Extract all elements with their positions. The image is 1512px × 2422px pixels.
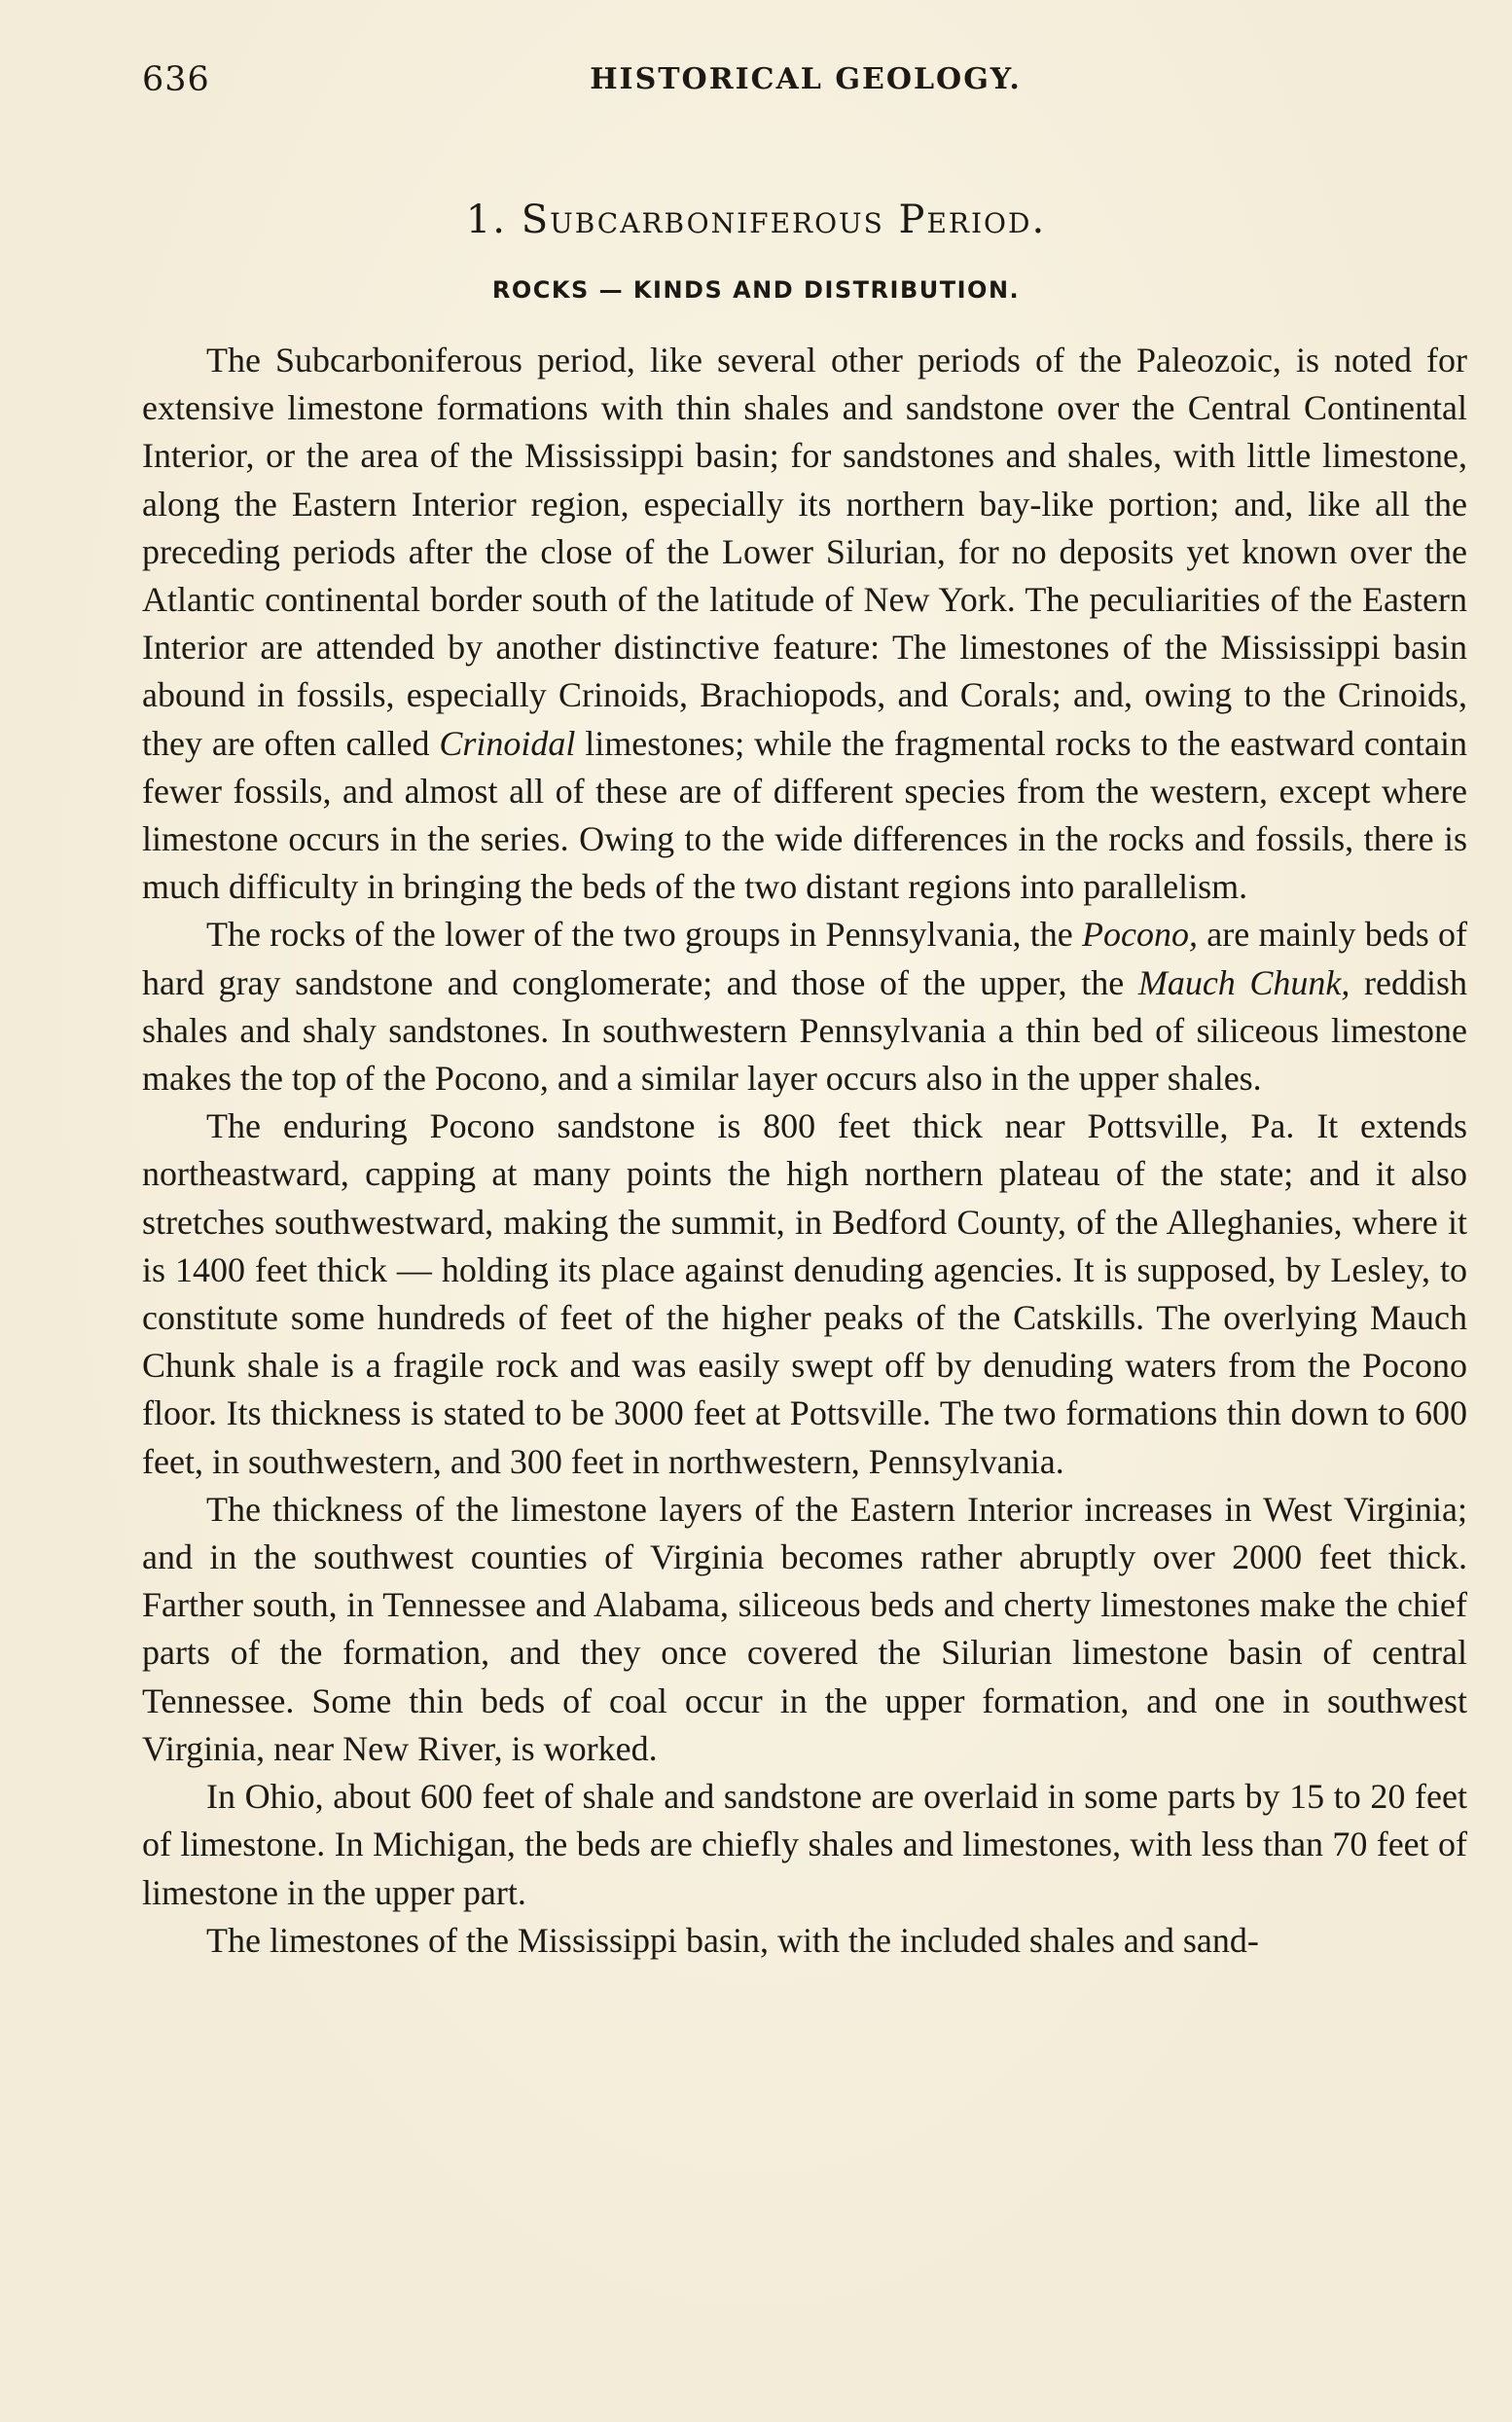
text-run: The limestones of the Mississippi basin, with the included shales and sand- <box>206 1920 1259 1960</box>
text-run: limestones; while the fragmental rocks to the eastward contain fewer fossils, and almost all of these are of different species from the western, except where limestone occurs in the series. Owing to the wide differences in the rocks and fossils, there is much difficulty in bringing the beds of the two distant regions into parallelism. <box>142 723 1467 907</box>
text-run: reddish shales and shaly sandstones. In southwestern Pennsylvania a thin bed of siliceous limestone makes the top of the Pocono, and a similar layer occurs also in the upper shales. <box>142 962 1467 1099</box>
paragraph <box>142 1486 1467 1773</box>
section-title: 1. Subcarboniferous Period. <box>465 198 1047 242</box>
running-title: HISTORICAL GEOLOGY. <box>590 62 1022 96</box>
paragraph <box>142 911 1467 1103</box>
paragraph <box>142 1917 1467 1965</box>
italic-term: Pocono, <box>1082 915 1199 955</box>
body-text <box>142 337 1467 1965</box>
page-number: 636 <box>142 60 210 99</box>
italic-term: Mauch Chunk, <box>1137 962 1350 1002</box>
running-header <box>134 60 1477 99</box>
text-run: The enduring Pocono sandstone is 800 feet thick near Pottsville, Pa. It extends northeastward, capping at many points the high northern plateau of the state; and it also stretches southwestward, making the summit, in Bedford County, of the Alleghanies, where it is 1400 feet thick — holding its place against denuding agencies. It is supposed, by Lesley, to constitute some hundreds of feet of the higher peaks of the Catskills. The overlying Mauch Chunk shale is a fragile rock and was easily swept off by denuding waters from the Pocono floor. Its thickness is stated to be 3000 feet at Pottsville. The two formations thin down to 600 feet, in southwestern, and 300 feet in northwestern, Pennsylvania. <box>142 1106 1467 1481</box>
text-run: The rocks of the lower of the two groups in Pennsylvania, the <box>206 915 1083 955</box>
text-run: are mainly beds of hard gray sandstone and conglomerate; and those of the upper, the <box>142 915 1467 1002</box>
text-run: The thickness of the limestone layers of the Eastern Interior increases in West Virginia; and in the southwest counties of Virginia becomes rather abruptly over 2000 feet thick. Farther south, in Tennessee and Alabama, siliceous beds and cherty limestones make the chief parts of the formation, and they once covered the Silurian limestone basin of central Tennessee. Some thin beds of coal occur in the upper formation, and one in southwest Virginia, near New River, is worked. <box>142 1489 1467 1768</box>
paragraph <box>142 337 1467 911</box>
paragraph <box>142 1103 1467 1486</box>
paragraph <box>142 1773 1467 1917</box>
text-run: In Ohio, about 600 feet of shale and sandstone are overlaid in some parts by 15 to 20 feet of limestone. In Michigan, the beds are chiefly shales and limestones, with less than 70 feet of limestone in the upper part. <box>142 1777 1467 1912</box>
text-run: The Subcarboniferous period, like several other periods of the Paleozoic, is noted for extensive limestone formations with thin shales and sandstone over the Central Continental Interior, or the area of the Mississippi basin; for sandstones and shales, with little limestone, along the Eastern Interior region, especially its northern bay-like portion; and, like all the preceding periods after the close of the Lower Silurian, for no deposits yet known over the Atlantic continental border south of the latitude of New York. The peculiarities of the Eastern Interior are attended by another distinctive feature: The limestones of the Mississippi basin abound in fossils, especially Crinoids, Brachiopods, and Corals; and, owing to the Crinoids, they are often called <box>142 341 1467 763</box>
italic-term: Crinoidal <box>439 723 576 763</box>
section-subheading: ROCKS — KINDS AND DISTRIBUTION. <box>491 276 1021 304</box>
